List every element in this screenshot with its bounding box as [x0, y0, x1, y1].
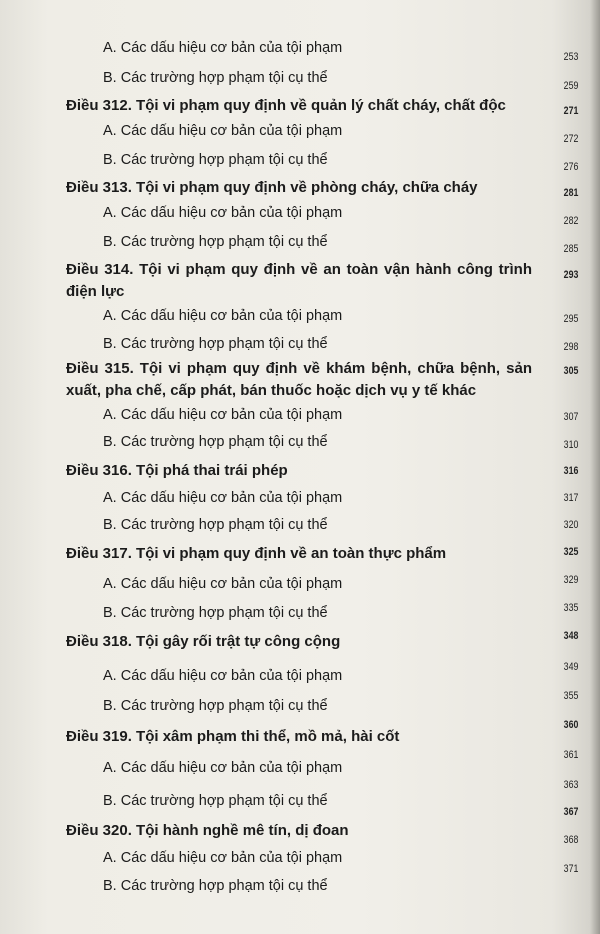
toc-sub-entry: A. Các dấu hiệu cơ bản của tội phạm [103, 407, 343, 423]
toc-page-number: 259 [563, 80, 578, 92]
toc-page-number: 317 [563, 492, 578, 504]
toc-article-title: Điều 312. Tội vi phạm quy định về quản lý chất cháy, chất độc [66, 97, 506, 114]
toc-page-number: 276 [563, 161, 578, 173]
toc-article-title: Điều 319. Tội xâm phạm thi thể, mồ mả, hài cốt [66, 728, 400, 745]
toc-page-number: 368 [563, 834, 578, 846]
toc-page-number: 349 [563, 661, 578, 673]
toc-sub-entry: A. Các dấu hiệu cơ bản của tội phạm [103, 40, 343, 56]
toc-sub-entry: A. Các dấu hiệu cơ bản của tội phạm [103, 123, 343, 139]
toc-page-number: 348 [563, 630, 578, 642]
toc-sub-entry: B. Các trường hợp phạm tội cụ thể [103, 698, 328, 714]
toc-sub-entry: A. Các dấu hiệu cơ bản của tội phạm [103, 668, 343, 684]
toc-article-title: Điều 313. Tội vi phạm quy định về phòng cháy, chữa cháy [66, 179, 478, 196]
toc-page-number: 298 [563, 341, 578, 353]
toc-sub-entry: B. Các trường hợp phạm tội cụ thể [103, 793, 328, 809]
toc-page-number: 371 [563, 863, 578, 875]
toc-page-number: 305 [563, 365, 578, 377]
toc-page-number: 281 [563, 187, 578, 199]
toc-sub-entry: B. Các trường hợp phạm tội cụ thể [103, 605, 328, 621]
toc-page-number: 363 [563, 779, 578, 791]
toc-article-title: Điều 315. Tội vi phạm quy định về khám bệnh, chữa bệnh, sản xuất, pha chế, cấp phát, bán thuốc hoặc dịch vụ y tế khác [66, 360, 532, 399]
toc-page-number: 320 [563, 519, 578, 531]
toc-article-title: Điều 317. Tội vi phạm quy định về an toàn thực phẩm [66, 545, 447, 562]
toc-page-number: 335 [563, 602, 578, 614]
toc-page-number: 253 [563, 51, 578, 63]
toc-page-number: 316 [563, 465, 578, 477]
toc-sub-entry: B. Các trường hợp phạm tội cụ thể [103, 152, 328, 168]
toc-page-number: 360 [563, 719, 578, 731]
toc-sub-entry: A. Các dấu hiệu cơ bản của tội phạm [103, 576, 343, 592]
toc-page-number: 310 [563, 439, 578, 451]
toc-article-title: Điều 314. Tội vi phạm quy định về an toàn vận hành công trình điện lực [66, 261, 532, 300]
toc-page-number: 361 [563, 749, 578, 761]
toc-page-number: 272 [563, 133, 578, 145]
toc-page-number: 355 [563, 690, 578, 702]
toc-sub-entry: B. Các trường hợp phạm tội cụ thể [103, 234, 328, 250]
toc-sub-entry: B. Các trường hợp phạm tội cụ thể [103, 517, 328, 533]
page-edge-shadow [590, 0, 600, 934]
toc-page-number: 295 [563, 313, 578, 325]
toc-page-number: 329 [563, 574, 578, 586]
toc-page-number: 282 [563, 215, 578, 227]
toc-page-number: 367 [563, 806, 578, 818]
toc-page-number: 271 [563, 105, 578, 117]
toc-page-number: 307 [563, 411, 578, 423]
toc-sub-entry: A. Các dấu hiệu cơ bản của tội phạm [103, 850, 343, 866]
toc-sub-entry: A. Các dấu hiệu cơ bản của tội phạm [103, 205, 343, 221]
toc-article-title: Điều 318. Tội gây rối trật tự công cộng [66, 633, 341, 650]
toc-sub-entry: A. Các dấu hiệu cơ bản của tội phạm [103, 490, 343, 506]
toc-page-number: 285 [563, 243, 578, 255]
toc-article-title: Điều 320. Tội hành nghề mê tín, dị đoan [66, 822, 349, 839]
toc-sub-entry: B. Các trường hợp phạm tội cụ thể [103, 878, 328, 894]
toc-sub-entry: B. Các trường hợp phạm tội cụ thể [103, 70, 328, 86]
toc-page-number: 293 [563, 269, 578, 281]
toc-sub-entry: A. Các dấu hiệu cơ bản của tội phạm [103, 308, 343, 324]
toc-sub-entry: B. Các trường hợp phạm tội cụ thể [103, 434, 328, 450]
toc-sub-entry: A. Các dấu hiệu cơ bản của tội phạm [103, 760, 343, 776]
toc-sub-entry: B. Các trường hợp phạm tội cụ thể [103, 336, 328, 352]
toc-page-number: 325 [563, 546, 578, 558]
toc-article-title: Điều 316. Tội phá thai trái phép [66, 462, 288, 479]
